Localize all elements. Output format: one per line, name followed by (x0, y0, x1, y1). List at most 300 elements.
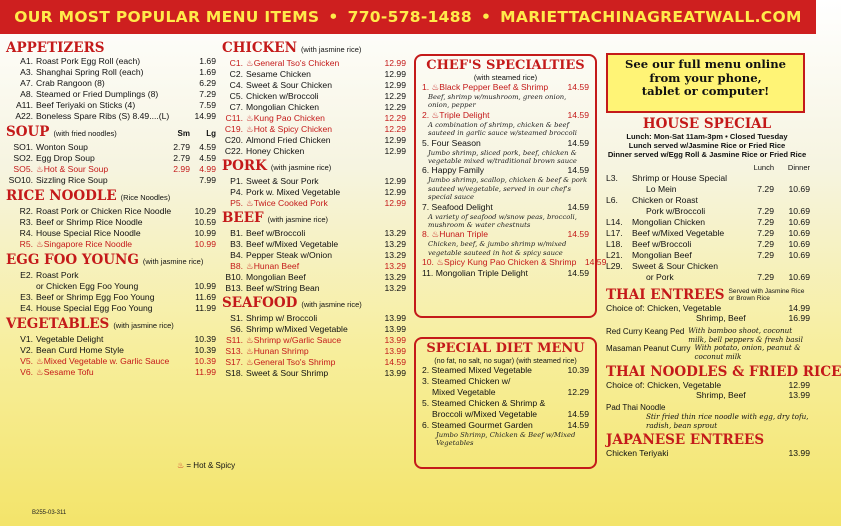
item-price-dinner: 10.69 (788, 272, 810, 282)
item-name: Roast Pork Egg Roll (each) (36, 56, 141, 66)
thai-noodle-choice: Choice of: Chicken, Vegetable (606, 380, 722, 390)
item-code: E4. (20, 303, 33, 313)
item-name: Lo Mein (646, 184, 677, 194)
item-price: 10.39 (567, 365, 589, 375)
thai-noodle-shrimp: Shrimp, Beef (696, 390, 746, 400)
item-price-dinner: 10.69 (788, 217, 810, 227)
item-code: B13. (225, 283, 243, 293)
thai-entrees-title: THAI ENTREES (606, 287, 725, 303)
promo-line: See our full menu online (624, 57, 787, 71)
menu-item (222, 357, 406, 368)
menu-item (6, 217, 216, 228)
item-price: 1.69 (199, 67, 216, 77)
pork-list (222, 176, 406, 209)
seafood-list (222, 313, 406, 379)
thai-price-2: 16.99 (788, 313, 810, 323)
diet-item (422, 398, 589, 409)
item-price-dinner: 10.69 (788, 239, 810, 249)
item-code: V1. (20, 334, 33, 344)
column-1 (6, 40, 216, 378)
footer-code: B255-03-311 (32, 510, 67, 516)
menu-item (6, 100, 216, 111)
item-name: Pepper Steak w/Onion (246, 250, 332, 260)
item-name: 3. Steamed Chicken w/ (422, 376, 511, 386)
item-price-small: 2.99 (173, 164, 190, 174)
item-name: Pork w/Broccoli (646, 206, 706, 216)
soup-title: SOUP (6, 124, 50, 140)
item-desc: A variety of seafood w/snow peas, broccoli, mushroom & water chestnuts (428, 212, 577, 230)
item-price-small: 2.79 (173, 153, 190, 163)
menu-item (6, 292, 216, 303)
chef-item (422, 229, 589, 240)
beef-list (222, 228, 406, 294)
menu-item (222, 124, 406, 135)
chef-item (422, 165, 589, 176)
item-name: Shrimp or House Special (632, 173, 728, 183)
item-code: SO10. (8, 175, 33, 185)
house-special-list (606, 162, 841, 458)
item-name: 6. Happy Family (422, 165, 485, 176)
item-price: 14.59 (567, 165, 589, 176)
item-price-lunch (742, 261, 774, 272)
item-name: Sweet & Sour Chicken (246, 80, 332, 90)
chefs-specialties-title: CHEF'S SPECIALTIES (426, 58, 585, 73)
item-price: 12.29 (384, 124, 406, 134)
item-price: 14.59 (567, 420, 589, 430)
section-title (606, 287, 810, 303)
item-name: 5. Steamed Chicken & Shrimp & (422, 398, 546, 408)
section-title (222, 210, 406, 228)
menu-item (222, 346, 406, 357)
egg-foo-list (6, 270, 216, 314)
item-name: ♨Hot & Sour Soup (36, 164, 109, 174)
item-name: ♨Shrimp w/Garlic Sauce (246, 335, 342, 345)
item-name: Beef w/Broccoli (246, 228, 306, 238)
item-code: L17. (606, 228, 623, 238)
item-price: 10.39 (194, 356, 216, 366)
banner-phone[interactable]: 770-578-1488 (347, 8, 472, 26)
item-price: 13.99 (384, 335, 406, 345)
section-title (222, 40, 406, 58)
item-code: S13. (225, 346, 243, 356)
item-price: 12.29 (384, 113, 406, 123)
thai-dish (606, 344, 810, 361)
legend-text: = Hot & Spicy (186, 461, 236, 470)
chicken-subtitle: (with jasmine rice) (300, 45, 362, 54)
thai-noodles-title: THAI NOODLES & FRIED RICE (606, 364, 841, 380)
item-code: C22. (224, 146, 243, 156)
item-price: 13.99 (384, 346, 406, 356)
item-price-lunch: 7.29 (757, 206, 774, 216)
section-title (6, 40, 216, 56)
house-item (606, 206, 810, 217)
item-price-lunch (742, 173, 774, 184)
menu-item (6, 111, 216, 122)
item-name: Sweet & Sour Chicken (632, 261, 718, 271)
item-code: L3. (606, 173, 618, 183)
section-title (222, 158, 406, 176)
section-title (6, 316, 216, 334)
item-price-dinner: 10.69 (788, 228, 810, 238)
item-name: 10. ♨Spicy Kung Pao Chicken & Shrimp (422, 257, 577, 268)
diet-item (422, 420, 589, 431)
item-name: Boneless Spare Ribs (S) 8.49....(L) (36, 111, 170, 121)
menu-item (222, 313, 406, 324)
item-code: C2. (229, 69, 243, 79)
menu-item (222, 58, 406, 69)
japanese-item (606, 448, 810, 458)
menu-item (6, 228, 216, 239)
item-price-dinner: 10.69 (788, 184, 810, 194)
menu-item (222, 80, 406, 91)
item-price: 10.39 (194, 345, 216, 355)
thai-noodle-price-1: 12.99 (788, 380, 810, 390)
item-price: 12.99 (384, 146, 406, 156)
item-code: L29. (606, 261, 623, 271)
rice-noodle-title: RICE NOODLE (6, 188, 117, 204)
pad-thai-name: Pad Thai Noodle (606, 403, 666, 412)
special-diet-note: Jumbo Shrimp, Chicken & Beef w/Mixed Vegetables (436, 431, 576, 448)
dish-desc: With potato, onion, peanut & coconut milk (694, 343, 801, 361)
item-price: 10.99 (194, 239, 216, 249)
dish-name: Masaman Peanut Curry (606, 344, 691, 353)
chili-icon: ♨ (177, 461, 185, 470)
menu-item (6, 67, 216, 78)
thai-noodle-choice-row (606, 380, 810, 390)
menu-item (6, 142, 216, 153)
menu-item (222, 368, 406, 379)
item-code: B4. (230, 250, 243, 260)
item-code: C20. (224, 135, 243, 145)
diet-item (422, 387, 589, 398)
chefs-specialties-list (422, 82, 607, 279)
item-name: Shanghai Spring Roll (each) (36, 67, 144, 77)
item-code: R2. (19, 206, 33, 216)
menu-item (222, 335, 406, 346)
menu-item (222, 146, 406, 157)
item-price: 12.99 (384, 187, 406, 197)
item-name: ♨General Tso's Chicken (246, 58, 340, 68)
item-code: C5. (229, 91, 243, 101)
vegetables-list (6, 334, 216, 378)
online-menu-promo[interactable] (606, 53, 805, 113)
dish-name: Red Curry Keang Ped (606, 327, 685, 336)
item-price-large: 4.59 (199, 142, 216, 152)
menu-item (222, 283, 406, 294)
item-code: R4. (19, 228, 33, 238)
menu-item (6, 356, 216, 367)
item-name: 1. ♨Black Pepper Beef & Shrimp (422, 82, 549, 92)
menu-item (222, 69, 406, 80)
menu-item (6, 56, 216, 67)
item-name: Beef or Shrimp Rice Noodle (36, 217, 143, 227)
promo-line: from your phone, (649, 70, 762, 85)
item-code: SO1. (13, 142, 33, 152)
item-price: 14.59 (584, 257, 607, 268)
house-item (606, 173, 810, 184)
item-price-lunch: 7.29 (757, 184, 774, 194)
item-name: Chicken w/Broccoli (246, 91, 319, 101)
beef-subtitle: (with jasmine rice) (267, 215, 329, 224)
item-price-small: 2.79 (173, 142, 190, 152)
soup-small-header: Sm (177, 129, 190, 138)
menu-item (6, 78, 216, 89)
house-item (606, 261, 810, 272)
item-name: Bean Curd Home Style (36, 345, 124, 355)
item-price (559, 398, 589, 409)
item-code: E3. (20, 292, 33, 302)
lunch-header: Lunch (753, 163, 774, 172)
item-code: A7. (20, 78, 33, 88)
item-price: 13.29 (384, 250, 406, 260)
menu-item (222, 102, 406, 113)
item-price: 14.59 (567, 268, 589, 279)
item-desc: A combination of shrimp, chicken & beef sauteed in garlic sauce w/steamed broccoli (428, 120, 577, 138)
item-name: Mongolian Beef (632, 250, 692, 260)
item-price-lunch: 7.29 (757, 272, 774, 282)
banner-website[interactable]: MARIETTACHINAGREATWALL.COM (500, 8, 802, 26)
menu-item (6, 345, 216, 356)
item-name: Steamed or Fried Dumplings (8) (36, 89, 159, 99)
item-name: Sizzling Rice Soup (36, 175, 108, 185)
menu-item (222, 198, 406, 209)
item-code (6, 281, 36, 292)
item-price: 11.99 (195, 367, 216, 377)
item-price: 14.59 (567, 229, 589, 240)
item-price: 11.99 (195, 303, 216, 313)
item-code: A8. (20, 89, 33, 99)
banner-bullet: • (480, 8, 492, 26)
egg-foo-title: EGG FOO YOUNG (6, 252, 139, 268)
chef-item (422, 257, 607, 268)
item-price: 14.59 (384, 357, 406, 367)
item-code: S18. (225, 368, 243, 378)
item-price-lunch: 7.29 (757, 228, 774, 238)
menu-item (222, 272, 406, 283)
item-price: 12.99 (384, 80, 406, 90)
special-diet-list (422, 365, 589, 431)
thai-shrimp: Shrimp, Beef (696, 313, 746, 323)
item-price: 13.29 (384, 283, 406, 293)
spicy-legend (177, 461, 235, 470)
item-name: ♨Sesame Tofu (36, 367, 94, 377)
item-code: B10. (225, 272, 243, 282)
item-price: 13.29 (384, 228, 406, 238)
item-code: SO5. (13, 164, 33, 174)
item-code: B1. (230, 228, 243, 238)
item-price-large: 4.59 (199, 153, 216, 163)
item-code: L14. (606, 217, 623, 227)
soup-subtitle: (with fried noodles) (53, 129, 117, 138)
item-price: 12.29 (384, 91, 406, 101)
item-name: or Pork (646, 272, 674, 282)
menu-item (222, 113, 406, 124)
item-name: Mongolian Chicken (632, 217, 706, 227)
vegetables-subtitle: (with jasmine rice) (113, 321, 174, 330)
item-price: 14.59 (567, 409, 589, 419)
thai-choice-row (606, 303, 810, 313)
house-item (606, 239, 810, 250)
item-name: 2. Steamed Mixed Vegetable (422, 365, 532, 375)
japanese-title: JAPANESE ENTREES (606, 432, 765, 448)
pork-title: PORK (222, 158, 267, 174)
item-price: 12.29 (567, 387, 589, 397)
item-price-dinner (774, 173, 810, 184)
item-price: 10.99 (194, 281, 216, 291)
chefs-specialties-subtitle: (with steamed rice) (473, 73, 538, 82)
menu-item (222, 250, 406, 261)
item-code: S6. (230, 324, 243, 334)
menu-item (6, 89, 216, 100)
house-special-col-headers (606, 162, 810, 173)
item-name: 11. Mongolian Triple Delight (422, 268, 528, 279)
column-2 (222, 40, 406, 379)
menu-item (6, 270, 216, 281)
item-name: Shrimp w/Mixed Vegetable (246, 324, 348, 334)
special-diet-title: SPECIAL DIET MENU (426, 341, 585, 356)
item-code: C1. (229, 58, 243, 68)
beef-title: BEEF (222, 210, 264, 226)
house-item (606, 184, 810, 195)
item-name: ♨General Tso's Shrimp (246, 357, 336, 367)
rice-noodle-list (6, 206, 216, 250)
thai-dish (606, 327, 810, 344)
menu-item (6, 175, 216, 186)
diet-item (422, 376, 589, 387)
item-code: L6. (606, 195, 618, 205)
menu-item (222, 228, 406, 239)
item-price: 7.29 (199, 89, 216, 99)
item-price: 14.59 (567, 137, 589, 148)
section-title (606, 364, 841, 380)
item-price: 13.29 (384, 272, 406, 282)
item-name: Beef w/Mixed Vegetable (632, 228, 725, 238)
house-special-header (604, 117, 810, 160)
item-code: S17. (225, 357, 243, 367)
item-name: ♨Hot & Spicy Chicken (246, 124, 333, 134)
item-name: ♨Twice Cooked Pork (246, 198, 328, 208)
item-price: 10.59 (194, 217, 216, 227)
item-code: C11. (225, 113, 243, 123)
item-desc: Beef, shrimp w/mushroom, green onion, onion, pepper (428, 93, 567, 110)
item-price: 1.69 (199, 56, 216, 66)
item-price (180, 270, 216, 281)
diet-item (422, 409, 589, 420)
item-code: P4. (230, 187, 243, 197)
chef-item (422, 110, 589, 121)
item-name: House Special Rice Noodle (36, 228, 141, 238)
item-name: Beef w/String Bean (246, 283, 320, 293)
item-code: S1. (230, 313, 243, 323)
item-price: 12.99 (384, 176, 406, 186)
item-price: 14.99 (194, 111, 216, 121)
menu-item (222, 135, 406, 146)
item-name: Honey Chicken (246, 146, 305, 156)
item-name: Mixed Vegetable (432, 387, 496, 397)
item-price: 12.99 (384, 198, 406, 208)
item-name: Vegetable Delight (36, 334, 104, 344)
soup-list (6, 142, 216, 186)
house-item (606, 250, 810, 261)
house-item (606, 228, 810, 239)
item-name: 7. Seafood Delight (422, 201, 493, 212)
item-name: Sesame Chicken (246, 69, 311, 79)
item-code: L18. (606, 239, 623, 249)
section-title (6, 188, 216, 206)
item-price-lunch: 7.29 (757, 239, 774, 249)
chicken-list (222, 58, 406, 157)
item-price: 13.29 (384, 239, 406, 249)
item-name: Chicken or Roast (632, 195, 698, 205)
item-code: A22. (15, 111, 33, 121)
banner-title: OUR MOST POPULAR MENU ITEMS (14, 8, 320, 26)
menu-item (222, 91, 406, 102)
item-price: 10.99 (194, 228, 216, 238)
item-price-large: 4.99 (199, 164, 216, 174)
item-code: C19. (224, 124, 243, 134)
item-name: ♨Mixed Vegetable w. Garlic Sauce (36, 356, 170, 366)
item-desc: Jumbo shrimp, scallop, chicken & beef & pork sauteed w/vegetable, served in our chef's special sauce (428, 176, 588, 202)
section-title (6, 124, 216, 142)
item-name: 8. ♨Hunan Triple (422, 229, 488, 240)
thai-noodle-shrimp-row (606, 390, 810, 400)
section-title (222, 295, 406, 313)
item-code: B8. (230, 261, 243, 271)
item-code: V2. (20, 345, 33, 355)
item-code: R3. (19, 217, 33, 227)
item-price: 12.99 (384, 135, 406, 145)
item-name: Shrimp w/ Broccoli (246, 313, 318, 323)
item-code: B3. (230, 239, 243, 249)
item-code: V6. (20, 367, 33, 377)
section-title (606, 432, 810, 448)
item-code: A11. (15, 100, 33, 110)
vegetables-title: VEGETABLES (6, 316, 110, 332)
banner-bullet: • (328, 8, 339, 26)
house-special-hours: Lunch: Mon-Sat 11am-3pm • Closed Tuesday (626, 132, 788, 141)
house-special-dinner-note: Dinner served w/Egg Roll & Jasmine Rice or Fried Rice (607, 150, 807, 160)
promo-line: tablet or computer! (641, 84, 770, 98)
house-item (606, 195, 810, 206)
house-item (606, 272, 810, 283)
item-name: Roast Pork or Chicken Rice Noodle (36, 206, 172, 216)
seafood-subtitle: (with jasmine rice) (301, 300, 362, 309)
item-name: Crab Rangoon (8) (36, 78, 105, 88)
special-diet-subtitle: (no fat, no salt, no sugar) (with steamed rice) (434, 356, 577, 365)
menu-item (6, 206, 216, 217)
item-price: 13.29 (384, 261, 406, 271)
item-name: 2. ♨Triple Delight (422, 109, 490, 120)
item-code (606, 272, 632, 283)
item-price: 14.59 (567, 201, 589, 212)
item-code: V5. (20, 356, 33, 366)
house-special-title: HOUSE SPECIAL (642, 116, 772, 132)
menu-item (6, 367, 216, 378)
egg-foo-subtitle: (with jasmine rice) (142, 257, 204, 266)
diet-item (422, 365, 589, 376)
item-code: E2. (20, 270, 33, 280)
item-name: Wonton Soup (36, 142, 88, 152)
section-title (6, 252, 216, 270)
item-price: 14.59 (567, 109, 589, 120)
item-price: 14.59 (567, 82, 589, 92)
item-code: S11. (225, 335, 243, 345)
item-name: Almond Fried Chicken (246, 135, 331, 145)
menu-item (222, 324, 406, 335)
item-name: ♨Kung Pao Chicken (246, 113, 325, 123)
item-price-lunch (742, 195, 774, 206)
item-name: ♨Singapore Rice Noodle (36, 239, 133, 249)
